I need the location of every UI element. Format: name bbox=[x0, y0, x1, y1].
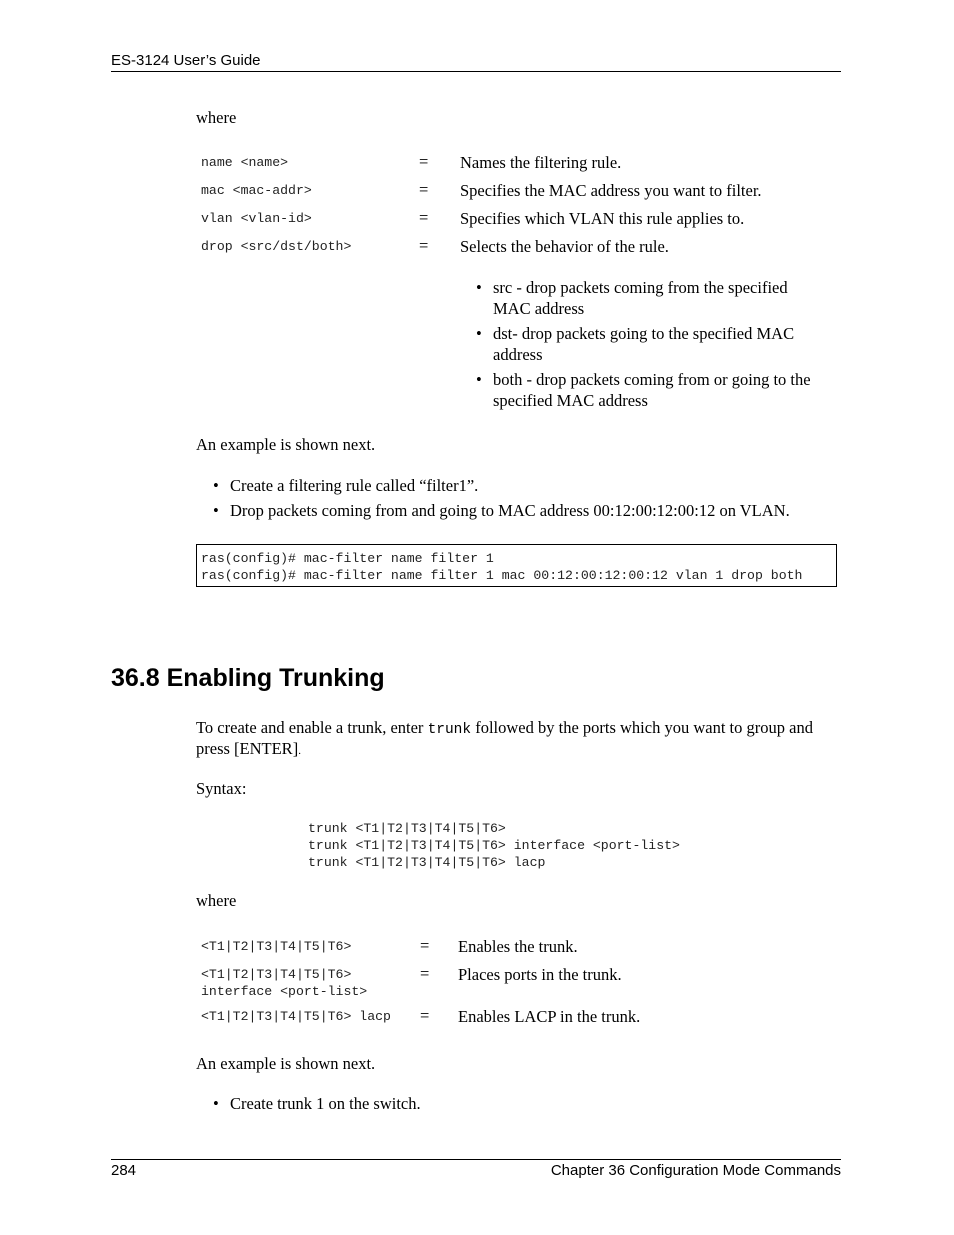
list-item: • Create trunk 1 on the switch. bbox=[213, 1093, 421, 1114]
list-item: • Create a filtering rule called “filter1”. bbox=[213, 475, 790, 496]
param-equals: = bbox=[419, 208, 429, 227]
example-intro: An example is shown next. bbox=[196, 435, 376, 454]
param-description: Selects the behavior of the rule. bbox=[460, 237, 669, 256]
param-equals: = bbox=[420, 964, 430, 983]
trunk-intro-line1: To create and enable a trunk, enter trunk followed by the ports which you want to group and bbox=[196, 718, 813, 738]
param-description: Enables LACP in the trunk. bbox=[458, 1007, 641, 1026]
param-description: Names the filtering rule. bbox=[460, 153, 622, 172]
example-steps-list bbox=[213, 1093, 421, 1118]
list-item: • both - drop packets coming from or going to the specified MAC address bbox=[476, 369, 836, 411]
param-equals: = bbox=[419, 180, 429, 199]
param-equals: = bbox=[419, 152, 429, 171]
code-line: trunk <T1|T2|T3|T4|T5|T6> lacp bbox=[308, 855, 546, 870]
param-syntax: name <name> bbox=[201, 155, 289, 170]
running-header: ES-3124 User’s Guide bbox=[111, 52, 261, 69]
param-equals: = bbox=[420, 1006, 430, 1025]
code-line: ras(config)# mac-filter name filter 1 mac 00:12:00:12:00:12 vlan 1 drop both bbox=[201, 568, 803, 583]
header-rule bbox=[111, 71, 841, 72]
param-syntax: <T1|T2|T3|T4|T5|T6> bbox=[201, 939, 352, 954]
code-line: trunk <T1|T2|T3|T4|T5|T6> interface <port-list> bbox=[308, 838, 680, 853]
example-steps-list bbox=[213, 475, 790, 525]
param-description: Specifies the MAC address you want to filter. bbox=[460, 181, 762, 200]
drop-options-list bbox=[476, 277, 836, 415]
footer-rule bbox=[111, 1159, 841, 1160]
list-item: • dst- drop packets going to the specified MAC address bbox=[476, 323, 836, 365]
list-item: • src - drop packets coming from the specified MAC address bbox=[476, 277, 836, 319]
param-syntax: vlan <vlan-id> bbox=[201, 211, 312, 226]
param-equals: = bbox=[419, 236, 429, 255]
syntax-block bbox=[308, 820, 680, 871]
param-syntax-cont: interface <port-list> bbox=[201, 984, 368, 999]
param-description: Enables the trunk. bbox=[458, 937, 578, 956]
param-description: Specifies which VLAN this rule applies to. bbox=[460, 209, 745, 228]
code-line: ras(config)# mac-filter name filter 1 bbox=[201, 551, 494, 566]
chapter-title: Chapter 36 Configuration Mode Commands bbox=[550, 1162, 841, 1179]
param-syntax: drop <src/dst/both> bbox=[201, 239, 352, 254]
list-item: • Drop packets coming from and going to MAC address 00:12:00:12:00:12 on VLAN. bbox=[213, 500, 790, 521]
command-trunk: trunk bbox=[427, 722, 472, 738]
where-label: where bbox=[196, 108, 237, 127]
param-syntax: mac <mac-addr> bbox=[201, 183, 312, 198]
param-equals: = bbox=[420, 936, 430, 955]
example-code-box bbox=[196, 544, 837, 587]
param-description: Places ports in the trunk. bbox=[458, 965, 622, 984]
trunk-intro-line2: press [ENTER]. bbox=[196, 739, 301, 758]
syntax-label: Syntax: bbox=[196, 779, 247, 798]
param-syntax: <T1|T2|T3|T4|T5|T6> bbox=[201, 967, 352, 982]
where-label: where bbox=[196, 891, 237, 910]
code-line: trunk <T1|T2|T3|T4|T5|T6> bbox=[308, 821, 506, 836]
page-number: 284 bbox=[111, 1162, 137, 1179]
example-intro: An example is shown next. bbox=[196, 1054, 376, 1073]
section-title: 36.8 Enabling Trunking bbox=[111, 664, 385, 692]
param-syntax: <T1|T2|T3|T4|T5|T6> lacp bbox=[201, 1009, 391, 1024]
